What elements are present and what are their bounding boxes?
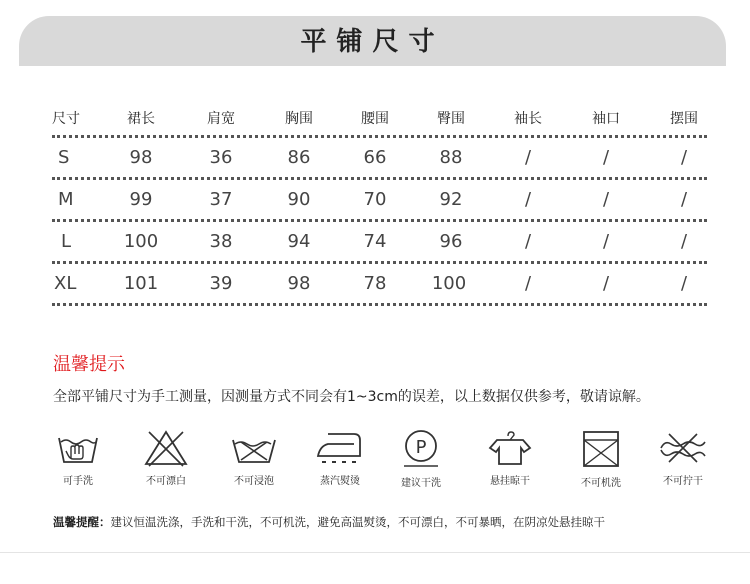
care-instructions [40,428,730,498]
table-cell: 86 [287,147,311,168]
size-cell: M [58,189,74,210]
table-cell: / [524,147,532,168]
table-cell: / [602,147,610,168]
table-cell: / [602,273,610,294]
table-cell: 90 [287,189,311,210]
care-label: 不可浸泡 [234,476,274,487]
care-label: 不可漂白 [146,476,186,487]
dry-clean-icon [398,428,444,470]
table-cell: / [680,231,688,252]
table-cell: 96 [439,231,463,252]
care-item [641,428,725,487]
table-cell: / [602,189,610,210]
table-cell: 36 [209,147,233,168]
table-cell: / [524,189,532,210]
table-cell: 94 [287,231,311,252]
table-cell: 37 [209,189,233,210]
table-row [52,222,707,264]
table-cell: 98 [129,147,153,168]
care-item [124,428,208,487]
care-label: 不可机洗 [581,478,621,489]
table-cell: 70 [363,189,387,210]
table-header-row [52,100,707,138]
size-cell: S [58,147,70,168]
care-label: 不可拧干 [663,476,703,487]
care-item [36,428,120,487]
table-cell: / [680,273,688,294]
table-cell: 88 [439,147,463,168]
steam-iron-icon [314,428,366,468]
header-cell: 袖口 [592,110,620,127]
table-cell: 100 [123,231,159,252]
care-label: 悬挂晾干 [490,476,530,487]
size-cell: L [61,231,72,252]
table-cell: 92 [439,189,463,210]
no-soak-icon [229,428,279,468]
header-cell: 摆围 [670,110,698,127]
care-item [298,428,382,487]
header-bar [19,16,726,66]
care-label: 蒸汽熨烫 [320,476,360,487]
header-cell: 裙长 [127,110,155,127]
no-wring-icon [657,428,709,468]
table-cell: / [680,147,688,168]
tips-text: 全部平铺尺寸为手工测量，因测量方式不同会有1~3cm的误差，以上数据仅供参考，敬请谅解。 [53,389,650,405]
size-cell: XL [54,273,77,294]
table-row [52,138,707,180]
care-item [379,428,463,489]
header-cell: 腰围 [361,110,389,127]
table-cell: 78 [363,273,387,294]
table-cell: 39 [209,273,233,294]
care-label: 建议干洗 [401,478,441,489]
page-title: 平铺尺寸 [300,27,445,57]
size-table [52,100,707,306]
table-cell: 38 [209,231,233,252]
table-cell: 99 [129,189,153,210]
care-item [559,428,643,489]
header-cell: 胸围 [285,110,313,127]
header-cell: 肩宽 [207,110,235,127]
table-cell: 74 [363,231,387,252]
header-cell: 尺寸 [52,110,80,127]
care-reminder [53,514,605,530]
header-cell: 袖长 [514,110,542,127]
care-reminder-label: 温馨提醒： [53,515,111,529]
svg-text:P: P [415,437,427,458]
table-cell: / [602,231,610,252]
bottom-divider [0,552,750,553]
table-cell: 101 [123,273,159,294]
tips-title: 温馨提示 [53,354,125,375]
hang-dry-icon [487,428,533,468]
hand-wash-icon [55,428,101,468]
table-cell: 100 [431,273,467,294]
care-label: 可手洗 [63,476,93,487]
table-row [52,180,707,222]
table-cell: / [524,231,532,252]
table-cell: 66 [363,147,387,168]
care-reminder-text: 建议恒温洗涤，手洗和干洗，不可机洗，避免高温熨烫，不可漂白，不可暴晒，在阴凉处悬挂晾干 [110,515,605,529]
table-cell: 98 [287,273,311,294]
table-row [52,264,707,306]
care-item [212,428,296,487]
table-cell: / [524,273,532,294]
header-cell: 臀围 [437,110,465,127]
no-bleach-icon [143,428,189,468]
no-machine-wash-icon [578,428,624,470]
table-cell: / [680,189,688,210]
care-item [468,428,552,487]
